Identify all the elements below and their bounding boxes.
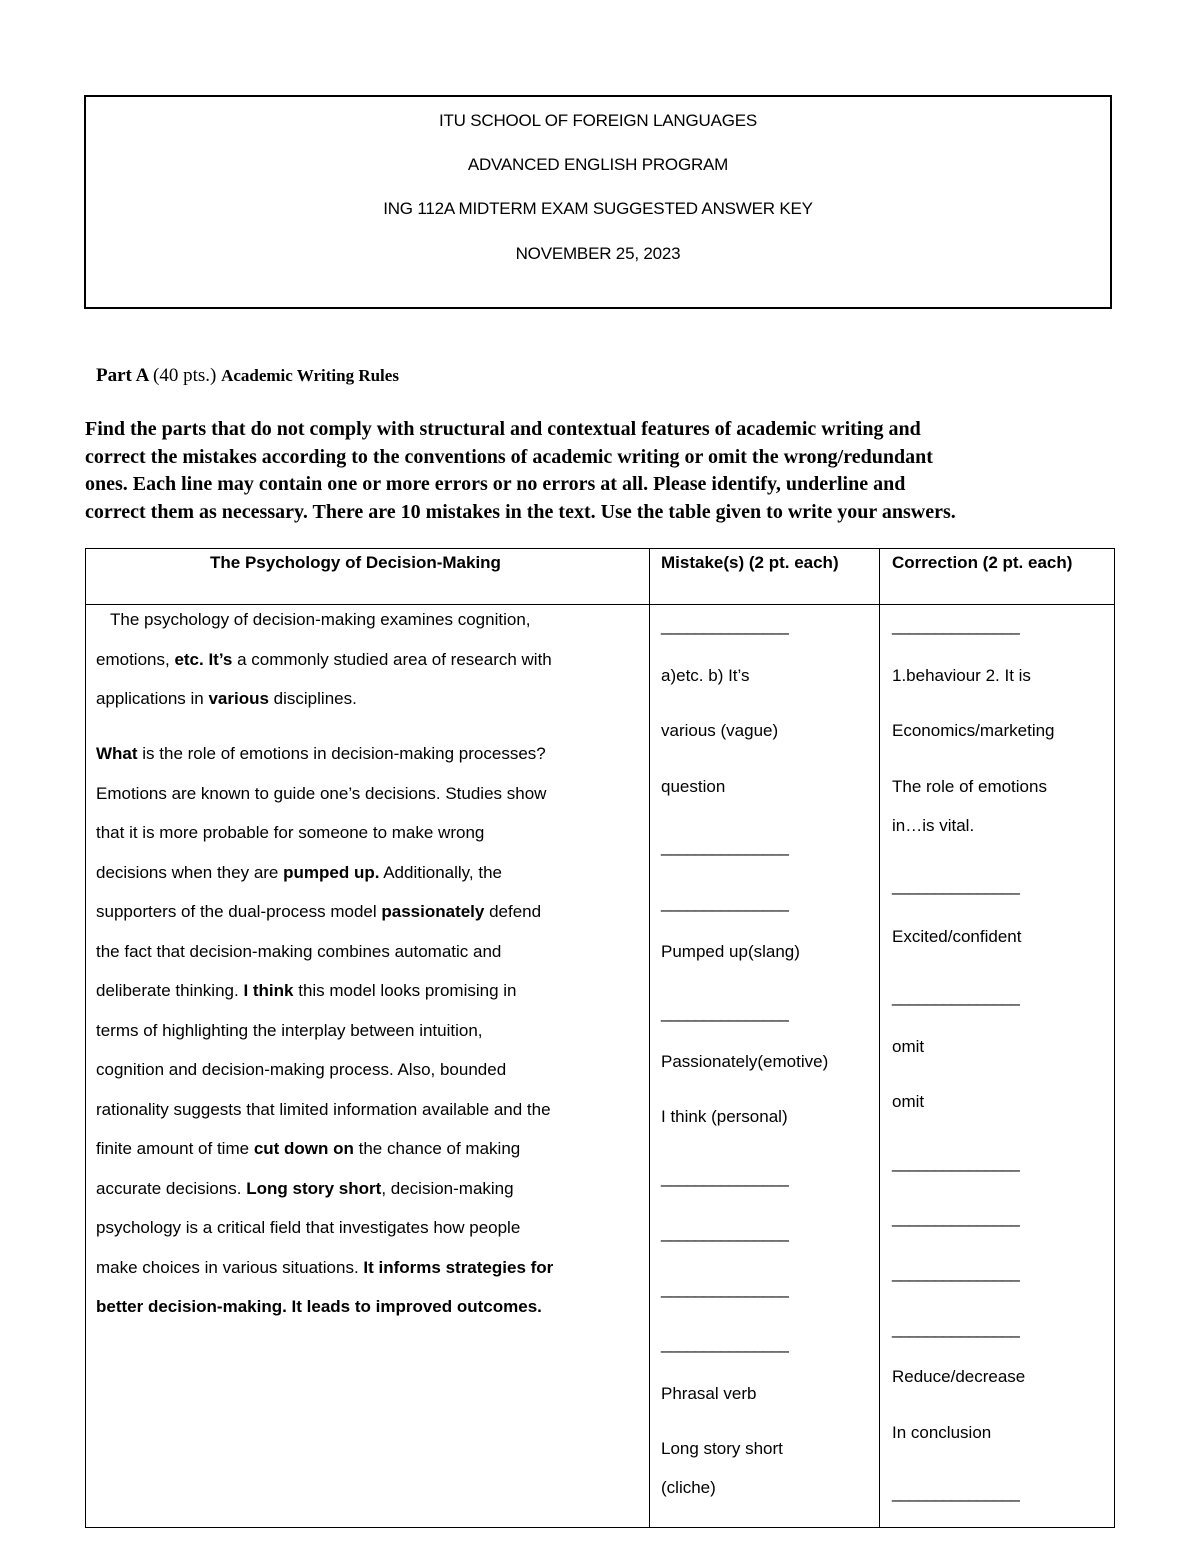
correction-entry: The role of emotions bbox=[892, 777, 1047, 796]
exam-title: ING 112A MIDTERM EXAM SUGGESTED ANSWER KEY bbox=[383, 199, 813, 218]
passage-line: make choices in various situations. It informs strategies for bbox=[96, 1258, 554, 1277]
passage-line: finite amount of time cut down on the chance of making bbox=[96, 1139, 521, 1158]
table-column-divider bbox=[649, 548, 650, 1528]
passage-line: The psychology of decision-making examines cognition, bbox=[110, 610, 531, 629]
program-name: ADVANCED ENGLISH PROGRAM bbox=[467, 155, 729, 174]
school-name: ITU SCHOOL OF FOREIGN LANGUAGES bbox=[438, 111, 758, 130]
table-column-divider bbox=[879, 548, 880, 1528]
highlighted-error: What bbox=[96, 744, 138, 763]
instructions-line: Find the parts that do not comply with structural and contextual features of academic writing and bbox=[85, 418, 921, 440]
highlighted-error: I think bbox=[243, 981, 294, 1000]
passage-line: the fact that decision-making combines automatic and bbox=[96, 942, 502, 961]
answer-blank: _______________ bbox=[661, 1334, 788, 1353]
correction-entry: Excited/confident bbox=[892, 927, 1022, 946]
part-subject: Academic Writing Rules bbox=[221, 366, 399, 385]
correction-entry: in…is vital. bbox=[892, 816, 975, 835]
correction-entry: omit bbox=[892, 1037, 925, 1056]
correction-entry: omit bbox=[892, 1092, 925, 1111]
mistake-entry: various (vague) bbox=[661, 721, 779, 740]
passage-line: accurate decisions. Long story short, decision-making bbox=[96, 1179, 514, 1198]
highlighted-error: It informs strategies for bbox=[363, 1258, 554, 1277]
header-mistakes: Mistake(s) (2 pt. each) bbox=[661, 553, 839, 572]
highlighted-error: etc. It’s bbox=[174, 650, 233, 669]
answer-blank: _______________ bbox=[892, 987, 1019, 1006]
table-left-border bbox=[85, 548, 86, 1528]
instructions bbox=[85, 416, 1125, 526]
answer-blank: _______________ bbox=[661, 1168, 788, 1187]
answer-blank: _______________ bbox=[661, 1279, 788, 1298]
mistake-entry: I think (personal) bbox=[661, 1107, 788, 1126]
header-passage: The Psychology of Decision-Making bbox=[210, 553, 501, 572]
table-right-border bbox=[1114, 548, 1115, 1528]
passage-line: terms of highlighting the interplay between intuition, bbox=[96, 1021, 483, 1040]
passage-line: supporters of the dual-process model passionately defend bbox=[96, 902, 542, 921]
answer-blank: _______________ bbox=[892, 1208, 1019, 1227]
exam-date: NOVEMBER 25, 2023 bbox=[515, 244, 681, 263]
answer-blank: _______________ bbox=[661, 893, 788, 912]
header-correction: Correction (2 pt. each) bbox=[892, 553, 1073, 572]
answer-blank: _______________ bbox=[892, 876, 1019, 895]
passage-line: emotions, etc. It’s a commonly studied area of research with bbox=[96, 650, 552, 669]
passage-line: deliberate thinking. I think this model looks promising in bbox=[96, 981, 517, 1000]
answer-blank: _______________ bbox=[892, 1153, 1019, 1172]
mistake-entry: Long story short bbox=[661, 1439, 783, 1458]
passage-line: better decision-making. It leads to improved outcomes. bbox=[96, 1297, 542, 1316]
part-points: (40 pts.) bbox=[153, 365, 217, 386]
answer-blank: _______________ bbox=[892, 1483, 1019, 1502]
passage-line: decisions when they are pumped up. Additionally, the bbox=[96, 863, 502, 882]
instructions-line: correct them as necessary. There are 10 mistakes in the text. Use the table given to write your answers. bbox=[85, 500, 956, 523]
highlighted-error: Long story short bbox=[246, 1179, 382, 1198]
passage-line: What is the role of emotions in decision-making processes? bbox=[96, 744, 546, 763]
header-box bbox=[84, 95, 1112, 309]
passage-line: rationality suggests that limited information available and the bbox=[96, 1100, 551, 1119]
answer-blank: _______________ bbox=[661, 1223, 788, 1242]
answer-blank: _______________ bbox=[661, 1003, 788, 1022]
table-header-divider bbox=[85, 604, 1115, 605]
part-label: Part A bbox=[96, 365, 149, 386]
answer-blank: _______________ bbox=[661, 837, 788, 856]
passage-line: cognition and decision-making process. Also, bounded bbox=[96, 1060, 507, 1079]
instructions-line: correct the mistakes according to the conventions of academic writing or omit the wrong/redundant bbox=[85, 445, 933, 468]
part-title bbox=[96, 365, 399, 387]
passage-line: applications in various disciplines. bbox=[96, 689, 357, 708]
answer-blank: _______________ bbox=[892, 616, 1019, 635]
passage-line: psychology is a critical field that investigates how people bbox=[96, 1218, 521, 1237]
mistake-entry: Phrasal verb bbox=[661, 1384, 757, 1403]
highlighted-error: cut down on bbox=[253, 1139, 354, 1158]
table-bottom-border bbox=[85, 1527, 1115, 1528]
highlighted-error: pumped up. bbox=[283, 863, 380, 882]
correction-entry: In conclusion bbox=[892, 1423, 992, 1442]
mistake-entry: question bbox=[661, 777, 726, 796]
instructions-line: ones. Each line may contain one or more errors or no errors at all. Please identify, underline and bbox=[85, 473, 906, 495]
highlighted-error: passionately bbox=[381, 902, 485, 921]
answer-blank: _______________ bbox=[661, 616, 788, 635]
mistake-entry: (cliche) bbox=[661, 1478, 716, 1497]
mistake-entry: a)etc. b) It’s bbox=[661, 666, 750, 685]
answer-blank: _______________ bbox=[892, 1263, 1019, 1282]
correction-entry: Reduce/decrease bbox=[892, 1367, 1026, 1386]
mistake-entry: Passionately(emotive) bbox=[661, 1052, 829, 1071]
highlighted-error: various bbox=[208, 689, 269, 708]
passage-line: Emotions are known to guide one’s decisions. Studies show bbox=[96, 784, 547, 803]
correction-entry: Economics/marketing bbox=[892, 721, 1055, 740]
passage-line: that it is more probable for someone to make wrong bbox=[96, 823, 485, 842]
answer-blank: _______________ bbox=[892, 1319, 1019, 1338]
correction-entry: 1.behaviour 2. It is bbox=[892, 666, 1031, 685]
mistake-entry: Pumped up(slang) bbox=[661, 942, 800, 961]
table-top-border bbox=[85, 548, 1115, 549]
